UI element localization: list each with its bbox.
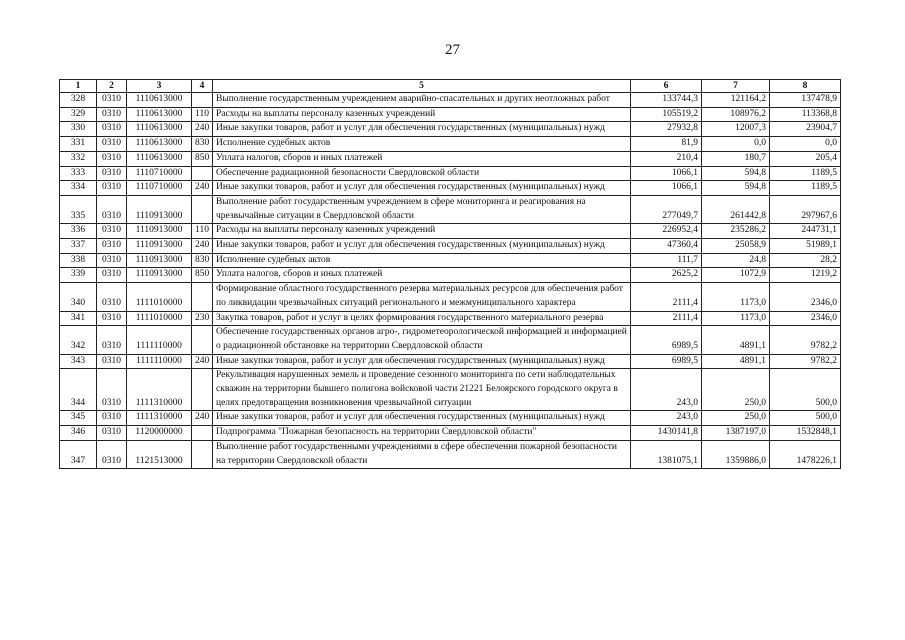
section-code: 0310 xyxy=(97,224,127,239)
expense-type: 830 xyxy=(192,253,213,268)
value-col-7: 108976,2 xyxy=(702,107,770,122)
row-number: 339 xyxy=(60,268,97,283)
row-number: 329 xyxy=(60,107,97,122)
column-header-5: 5 xyxy=(213,80,631,93)
description: Выполнение государственным учреждением аварийно-спасательных и других неотложных работ xyxy=(213,93,631,108)
section-code: 0310 xyxy=(97,137,127,152)
section-code: 0310 xyxy=(97,283,127,311)
target-code: 1110913000 xyxy=(127,239,192,254)
value-col-6: 6989,5 xyxy=(631,354,702,369)
value-col-6: 111,7 xyxy=(631,253,702,268)
value-col-7: 25058,9 xyxy=(702,239,770,254)
expense-type: 240 xyxy=(192,354,213,369)
value-col-6: 2111,4 xyxy=(631,283,702,311)
target-code: 1110613000 xyxy=(127,107,192,122)
section-code: 0310 xyxy=(97,369,127,411)
table-row xyxy=(60,224,841,239)
row-number: 335 xyxy=(60,195,97,223)
value-col-7: 12007,3 xyxy=(702,122,770,137)
value-col-6: 105519,2 xyxy=(631,107,702,122)
section-code: 0310 xyxy=(97,326,127,354)
table-row xyxy=(60,166,841,181)
expense-type: 850 xyxy=(192,151,213,166)
value-col-7: 235286,2 xyxy=(702,224,770,239)
value-col-7: 1387197,0 xyxy=(702,426,770,441)
target-code: 1110913000 xyxy=(127,224,192,239)
description: Выполнение работ государственным учреждением в сфере мониторинга и реагирования на чрезвычайные ситуации в Свердловской области xyxy=(213,195,631,223)
row-number: 331 xyxy=(60,137,97,152)
value-col-6: 226952,4 xyxy=(631,224,702,239)
value-col-8: 297967,6 xyxy=(770,195,841,223)
value-col-6: 27932,8 xyxy=(631,122,702,137)
row-number: 330 xyxy=(60,122,97,137)
budget-table xyxy=(59,79,841,469)
value-col-6: 277049,7 xyxy=(631,195,702,223)
row-number: 341 xyxy=(60,311,97,326)
table-row xyxy=(60,283,841,311)
section-code: 0310 xyxy=(97,253,127,268)
value-col-6: 1066,1 xyxy=(631,166,702,181)
table-body xyxy=(60,93,841,469)
value-col-8: 9782,2 xyxy=(770,354,841,369)
table-row xyxy=(60,426,841,441)
section-code: 0310 xyxy=(97,166,127,181)
target-code: 1111110000 xyxy=(127,326,192,354)
expense-type xyxy=(192,426,213,441)
table-row xyxy=(60,151,841,166)
value-col-6: 133744,3 xyxy=(631,93,702,108)
expense-type xyxy=(192,166,213,181)
target-code: 1110710000 xyxy=(127,166,192,181)
expense-type xyxy=(192,93,213,108)
table-row xyxy=(60,93,841,108)
value-col-8: 2346,0 xyxy=(770,311,841,326)
section-code: 0310 xyxy=(97,354,127,369)
value-col-7: 24,8 xyxy=(702,253,770,268)
description: Формирование областного государственного резерва материальных ресурсов для обеспечения работ по ликвидации чрезвычайных ситуаций регионального и межмуниципального характера xyxy=(213,283,631,311)
section-code: 0310 xyxy=(97,268,127,283)
table-row xyxy=(60,369,841,411)
description: Уплата налогов, сборов и иных платежей xyxy=(213,151,631,166)
value-col-8: 2346,0 xyxy=(770,283,841,311)
section-code: 0310 xyxy=(97,151,127,166)
value-col-8: 0,0 xyxy=(770,137,841,152)
value-col-8: 51989,1 xyxy=(770,239,841,254)
target-code: 1110613000 xyxy=(127,122,192,137)
section-code: 0310 xyxy=(97,440,127,468)
column-header-8: 8 xyxy=(770,80,841,93)
description: Иные закупки товаров, работ и услуг для обеспечения государственных (муниципальных) нужд xyxy=(213,181,631,196)
expense-type xyxy=(192,440,213,468)
table-header xyxy=(60,80,841,93)
target-code: 1111010000 xyxy=(127,311,192,326)
table-row xyxy=(60,137,841,152)
row-number: 337 xyxy=(60,239,97,254)
row-number: 334 xyxy=(60,181,97,196)
expense-type: 850 xyxy=(192,268,213,283)
description: Исполнение судебных актов xyxy=(213,253,631,268)
value-col-6: 243,0 xyxy=(631,369,702,411)
value-col-8: 205,4 xyxy=(770,151,841,166)
value-col-7: 0,0 xyxy=(702,137,770,152)
expense-type xyxy=(192,195,213,223)
table-row xyxy=(60,411,841,426)
value-col-6: 1430141,8 xyxy=(631,426,702,441)
section-code: 0310 xyxy=(97,311,127,326)
column-header-1: 1 xyxy=(60,80,97,93)
value-col-6: 2111,4 xyxy=(631,311,702,326)
column-header-7: 7 xyxy=(702,80,770,93)
value-col-8: 500,0 xyxy=(770,411,841,426)
section-code: 0310 xyxy=(97,181,127,196)
description: Обеспечение радиационной безопасности Свердловской области xyxy=(213,166,631,181)
row-number: 340 xyxy=(60,283,97,311)
target-code: 1110913000 xyxy=(127,253,192,268)
target-code: 1111110000 xyxy=(127,354,192,369)
value-col-8: 28,2 xyxy=(770,253,841,268)
header-row xyxy=(60,80,841,93)
section-code: 0310 xyxy=(97,239,127,254)
value-col-7: 1173,0 xyxy=(702,311,770,326)
target-code: 1110913000 xyxy=(127,195,192,223)
description: Иные закупки товаров, работ и услуг для обеспечения государственных (муниципальных) нужд xyxy=(213,354,631,369)
description: Иные закупки товаров, работ и услуг для обеспечения государственных (муниципальных) нужд xyxy=(213,239,631,254)
value-col-6: 1381075,1 xyxy=(631,440,702,468)
row-number: 328 xyxy=(60,93,97,108)
value-col-7: 1173,0 xyxy=(702,283,770,311)
target-code: 1121513000 xyxy=(127,440,192,468)
row-number: 343 xyxy=(60,354,97,369)
page-number: 27 xyxy=(445,42,460,58)
description: Рекультивация нарушенных земель и проведение сезонного мониторинга по сети наблюдательных скважин на территории бывшего полигона войсковой части 21221 Белоярского городского округа в целях предотвращения возникновения чрезвычайной ситуации xyxy=(213,369,631,411)
column-header-4: 4 xyxy=(192,80,213,93)
section-code: 0310 xyxy=(97,107,127,122)
target-code: 1120000000 xyxy=(127,426,192,441)
target-code: 1110613000 xyxy=(127,137,192,152)
row-number: 346 xyxy=(60,426,97,441)
description: Иные закупки товаров, работ и услуг для обеспечения государственных (муниципальных) нужд xyxy=(213,411,631,426)
expense-type: 110 xyxy=(192,224,213,239)
value-col-6: 243,0 xyxy=(631,411,702,426)
row-number: 342 xyxy=(60,326,97,354)
value-col-8: 1189,5 xyxy=(770,181,841,196)
value-col-6: 210,4 xyxy=(631,151,702,166)
section-code: 0310 xyxy=(97,122,127,137)
value-col-8: 1189,5 xyxy=(770,166,841,181)
expense-type xyxy=(192,369,213,411)
section-code: 0310 xyxy=(97,411,127,426)
column-header-3: 3 xyxy=(127,80,192,93)
value-col-6: 2625,2 xyxy=(631,268,702,283)
value-col-7: 250,0 xyxy=(702,369,770,411)
table-row xyxy=(60,181,841,196)
table-row xyxy=(60,107,841,122)
table-row xyxy=(60,253,841,268)
value-col-8: 137478,9 xyxy=(770,93,841,108)
row-number: 333 xyxy=(60,166,97,181)
value-col-7: 594,8 xyxy=(702,166,770,181)
expense-type xyxy=(192,283,213,311)
value-col-6: 1066,1 xyxy=(631,181,702,196)
description: Исполнение судебных актов xyxy=(213,137,631,152)
value-col-8: 113368,8 xyxy=(770,107,841,122)
expense-type: 110 xyxy=(192,107,213,122)
description: Подпрограмма "Пожарная безопасность на территории Свердловской области" xyxy=(213,426,631,441)
expense-type: 240 xyxy=(192,239,213,254)
value-col-6: 6989,5 xyxy=(631,326,702,354)
description: Расходы на выплаты персоналу казенных учреждений xyxy=(213,224,631,239)
expense-type: 230 xyxy=(192,311,213,326)
value-col-8: 1478226,1 xyxy=(770,440,841,468)
value-col-7: 1359886,0 xyxy=(702,440,770,468)
value-col-7: 180,7 xyxy=(702,151,770,166)
value-col-7: 4891,1 xyxy=(702,326,770,354)
value-col-8: 1219,2 xyxy=(770,268,841,283)
expense-type: 240 xyxy=(192,122,213,137)
table-row xyxy=(60,440,841,468)
target-code: 1110613000 xyxy=(127,93,192,108)
section-code: 0310 xyxy=(97,195,127,223)
target-code: 1110613000 xyxy=(127,151,192,166)
row-number: 345 xyxy=(60,411,97,426)
table-row xyxy=(60,122,841,137)
table-row xyxy=(60,311,841,326)
target-code: 1110913000 xyxy=(127,268,192,283)
value-col-8: 500,0 xyxy=(770,369,841,411)
value-col-8: 9782,2 xyxy=(770,326,841,354)
value-col-7: 261442,8 xyxy=(702,195,770,223)
expense-type xyxy=(192,326,213,354)
description: Закупка товаров, работ и услуг в целях формирования государственного материального резерва xyxy=(213,311,631,326)
value-col-7: 250,0 xyxy=(702,411,770,426)
value-col-6: 47360,4 xyxy=(631,239,702,254)
target-code: 1111010000 xyxy=(127,283,192,311)
target-code: 1111310000 xyxy=(127,369,192,411)
row-number: 332 xyxy=(60,151,97,166)
expense-type: 830 xyxy=(192,137,213,152)
description: Выполнение работ государственными учреждениями в сфере обеспечения пожарной безопасности на территории Свердловской области xyxy=(213,440,631,468)
expense-type: 240 xyxy=(192,411,213,426)
row-number: 344 xyxy=(60,369,97,411)
value-col-7: 4891,1 xyxy=(702,354,770,369)
value-col-8: 23904,7 xyxy=(770,122,841,137)
description: Иные закупки товаров, работ и услуг для обеспечения государственных (муниципальных) нужд xyxy=(213,122,631,137)
value-col-8: 244731,1 xyxy=(770,224,841,239)
value-col-8: 1532848,1 xyxy=(770,426,841,441)
value-col-7: 121164,2 xyxy=(702,93,770,108)
description: Расходы на выплаты персоналу казенных учреждений xyxy=(213,107,631,122)
column-header-6: 6 xyxy=(631,80,702,93)
row-number: 347 xyxy=(60,440,97,468)
column-header-2: 2 xyxy=(97,80,127,93)
table-row xyxy=(60,326,841,354)
table-row xyxy=(60,268,841,283)
table-row xyxy=(60,239,841,254)
table-row xyxy=(60,354,841,369)
description: Обеспечение государственных органов агро-, гидрометеорологической информацией и информацией о радиационной обстановке на территории Свердловской области xyxy=(213,326,631,354)
value-col-6: 81,9 xyxy=(631,137,702,152)
section-code: 0310 xyxy=(97,93,127,108)
row-number: 338 xyxy=(60,253,97,268)
target-code: 1111310000 xyxy=(127,411,192,426)
value-col-7: 1072,9 xyxy=(702,268,770,283)
target-code: 1110710000 xyxy=(127,181,192,196)
section-code: 0310 xyxy=(97,426,127,441)
table-row xyxy=(60,195,841,223)
value-col-7: 594,8 xyxy=(702,181,770,196)
description: Уплата налогов, сборов и иных платежей xyxy=(213,268,631,283)
expense-type: 240 xyxy=(192,181,213,196)
row-number: 336 xyxy=(60,224,97,239)
